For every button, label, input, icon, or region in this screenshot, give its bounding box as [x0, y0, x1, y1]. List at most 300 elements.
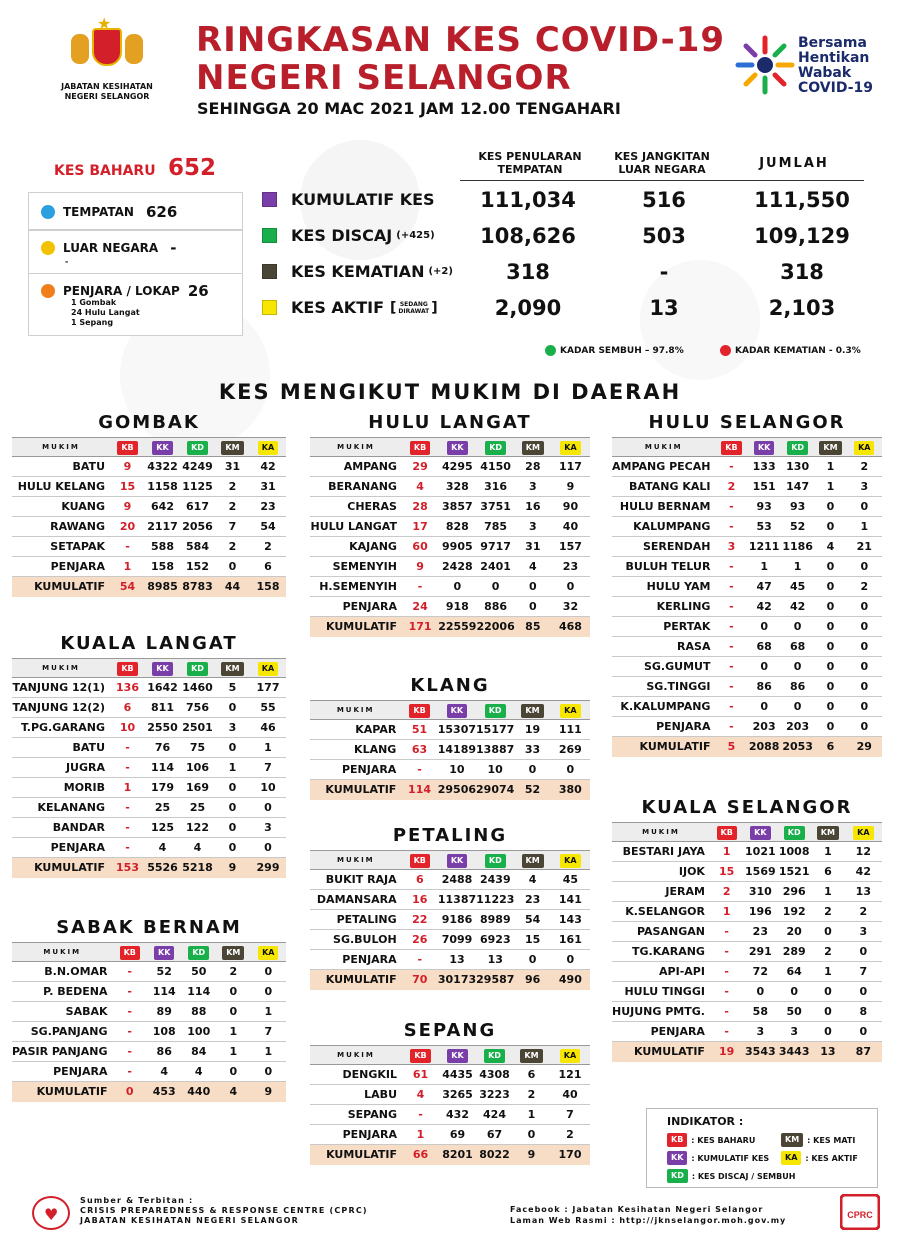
table-row	[310, 870, 590, 890]
kk-cell: 72	[743, 962, 777, 982]
table-row	[12, 678, 286, 698]
header-ka	[847, 438, 882, 457]
kd-cell: 0	[781, 697, 814, 717]
table-row	[310, 597, 590, 617]
ka-cell: 0	[845, 1022, 882, 1042]
ka-cell: 141	[551, 890, 590, 910]
district-table	[310, 850, 590, 990]
table-row	[612, 922, 882, 942]
kb-cell: 2	[710, 882, 743, 902]
kd-cell: 8022	[476, 1145, 513, 1165]
kd-cell: 584	[180, 537, 215, 557]
imported-dot-icon	[41, 241, 55, 255]
ka-cell: 117	[551, 457, 590, 477]
mukim-cell: KUMULATIF	[310, 617, 402, 637]
table-row	[310, 950, 590, 970]
summary-label-active: KES AKTIF [ SEDANG DIRAWAT ]	[262, 298, 438, 317]
total-row	[310, 970, 590, 990]
kd-cell: 4	[181, 1062, 216, 1082]
ka-cell: 1	[847, 517, 882, 537]
header-kk	[147, 943, 182, 962]
mukim-cell: API-API	[612, 962, 710, 982]
mukim-cell: BUKIT RAJA	[310, 870, 402, 890]
summary-label-discharged: KES DISCAJ (+425)	[262, 226, 435, 245]
ka-cell: 55	[250, 698, 286, 718]
campaign-line4: COVID-19	[798, 80, 874, 96]
kd-cell: 4150	[476, 457, 514, 477]
kd-cell: 0	[476, 577, 514, 597]
kb-cell: -	[710, 922, 743, 942]
mukim-cell: PENJARA	[12, 557, 110, 577]
district-klang	[310, 675, 590, 800]
table-row	[612, 962, 882, 982]
header-chip-kk: KK	[154, 946, 174, 960]
kd-cell: 3	[777, 1022, 811, 1042]
header-mukim: MUKIM	[12, 943, 113, 962]
cumulative-total: 111,550	[754, 188, 850, 212]
header-chip-km: KM	[522, 441, 544, 455]
table-header-row	[310, 851, 590, 870]
ka-cell: 13	[845, 882, 882, 902]
kk-cell: 0	[438, 577, 476, 597]
kb-cell: 15	[110, 477, 145, 497]
header-ka	[845, 823, 882, 842]
table-row	[612, 842, 882, 862]
mukim-cell: JERAM	[612, 882, 710, 902]
mukim-cell: TANJUNG 12(2)	[12, 698, 110, 718]
facebook-link[interactable]: Facebook : Jabatan Kesihatan Negeri Selangor	[510, 1205, 764, 1214]
ka-cell: 1	[251, 1002, 286, 1022]
prison-dot-icon	[41, 284, 55, 298]
total-row	[12, 1082, 286, 1102]
table-row	[612, 637, 882, 657]
kd-cell: 203	[781, 717, 814, 737]
kb-cell: 29	[402, 457, 438, 477]
km-cell: 0	[814, 557, 846, 577]
crest-icon: ★	[67, 18, 147, 80]
kk-cell: 196	[743, 902, 777, 922]
report-date: SEHINGGA 20 MAC 2021 JAM 12.00 TENGAHARI	[197, 99, 621, 118]
table-row	[310, 890, 590, 910]
ka-cell: 0	[251, 962, 286, 982]
ka-cell: 9	[251, 1082, 286, 1102]
header-chip-kb: KB	[410, 1049, 430, 1063]
table-row	[12, 477, 286, 497]
kk-cell: 4	[147, 1062, 182, 1082]
table-row	[612, 882, 882, 902]
km-cell: 2	[215, 537, 250, 557]
kd-cell: 1186	[781, 537, 814, 557]
mukim-cell: KALUMPANG	[612, 517, 715, 537]
ka-cell: 0	[251, 1062, 286, 1082]
kd-cell: 50	[777, 1002, 811, 1022]
prison-sub-sepang: 1 Sepang	[71, 318, 114, 327]
table-header-row	[310, 701, 590, 720]
kb-cell: -	[715, 597, 747, 617]
campaign-line2: Hentikan	[798, 50, 870, 66]
mukim-cell: HULU TINGGI	[612, 982, 710, 1002]
kb-cell: -	[715, 657, 747, 677]
kk-cell: 114	[145, 758, 180, 778]
table-row	[310, 1125, 590, 1145]
org-name-line2: NEGERI SELANGOR	[64, 92, 150, 101]
kb-cell: 28	[402, 497, 438, 517]
header-chip-kk: KK	[447, 704, 467, 718]
ka-cell: 40	[551, 517, 590, 537]
kb-cell: 153	[110, 858, 145, 878]
header-mukim: MUKIM	[12, 659, 110, 678]
table-row	[612, 982, 882, 1002]
kb-cell: 5	[715, 737, 747, 757]
ka-cell: 10	[250, 778, 286, 798]
kk-cell: 0	[743, 982, 777, 1002]
kb-cell: 1	[110, 778, 145, 798]
kd-cell: 5218	[180, 858, 215, 878]
kk-cell: 93	[747, 497, 780, 517]
header-kb	[402, 438, 438, 457]
kd-cell: 0	[781, 657, 814, 677]
kb-cell: -	[113, 1022, 147, 1042]
indicator-kk: KK : KUMULATIF KES	[667, 1151, 769, 1165]
header-kk	[743, 823, 777, 842]
km-cell: 0	[814, 517, 846, 537]
ka-cell: 54	[250, 517, 286, 537]
col-header-local: KES PENULARAN TEMPATAN	[478, 150, 582, 176]
ka-cell: 6	[250, 557, 286, 577]
kk-cell: 8201	[439, 1145, 476, 1165]
district-petaling	[310, 825, 590, 990]
table-row	[12, 818, 286, 838]
header-kd	[476, 1046, 513, 1065]
kk-cell: 15307	[438, 720, 476, 740]
km-cell: 15	[514, 930, 550, 950]
cumulative-imported: 516	[642, 188, 686, 212]
kk-cell: 10	[438, 760, 476, 780]
kd-cell: 6923	[476, 930, 514, 950]
ka-cell: 0	[847, 717, 882, 737]
ka-cell: 170	[550, 1145, 590, 1165]
kd-cell: 88	[181, 1002, 216, 1022]
header-kb	[401, 701, 437, 720]
kd-cell: 147	[781, 477, 814, 497]
ka-cell: 0	[847, 597, 882, 617]
kd-cell: 13887	[476, 740, 514, 760]
header-chip-ka: KA	[560, 441, 580, 455]
district-title: SEPANG	[403, 1020, 497, 1041]
mukim-cell: KUMULATIF	[612, 1042, 710, 1062]
header-kd	[180, 659, 215, 678]
km-cell: 31	[215, 457, 250, 477]
kd-cell: 440	[181, 1082, 216, 1102]
km-cell: 16	[515, 497, 551, 517]
header-chip-ka: KA	[560, 1049, 580, 1063]
mukim-cell: H.SEMENYIH	[310, 577, 402, 597]
kk-cell: 1158	[145, 477, 180, 497]
local-label: TEMPATAN	[63, 205, 134, 219]
district-title: KLANG	[410, 675, 490, 696]
ka-cell: 161	[551, 930, 590, 950]
header-chip-kk: KK	[447, 854, 467, 868]
total-row	[310, 1145, 590, 1165]
kb-cell: 9	[402, 557, 438, 577]
ka-cell: 3	[250, 818, 286, 838]
kd-cell: 67	[476, 1125, 513, 1145]
mukim-cell: HULU BERNAM	[612, 497, 715, 517]
active-total: 2,103	[768, 296, 836, 320]
table-row	[12, 457, 286, 477]
table-row	[612, 1002, 882, 1022]
header-kd	[476, 851, 514, 870]
header-chip-kk: KK	[750, 826, 770, 840]
table-row	[612, 902, 882, 922]
kk-cell: 151	[747, 477, 780, 497]
kb-cell: 1	[402, 1125, 439, 1145]
kb-cell: 51	[401, 720, 437, 740]
district-title: HULU SELANGOR	[648, 412, 846, 433]
kb-cell: 15	[710, 862, 743, 882]
ka-cell: 9	[551, 477, 590, 497]
km-cell: 1	[513, 1105, 550, 1125]
km-cell: 0	[514, 760, 550, 780]
summary-label-deaths: KES KEMATIAN (+2)	[262, 262, 453, 281]
km-cell: 6	[811, 862, 845, 882]
indicator-kd: KD : KES DISCAJ / SEMBUH	[667, 1169, 795, 1183]
kk-cell: 642	[145, 497, 180, 517]
header-km	[814, 438, 846, 457]
kb-cell: 26	[402, 930, 438, 950]
header-mukim: MUKIM	[612, 823, 710, 842]
mukim-cell: JUGRA	[12, 758, 110, 778]
header-mukim: MUKIM	[310, 851, 402, 870]
header-chip-ka: KA	[560, 854, 580, 868]
ka-cell: 7	[845, 962, 882, 982]
indicator-legend	[646, 1108, 878, 1188]
kk-cell: 4435	[439, 1065, 476, 1085]
kk-cell: 8985	[145, 577, 180, 597]
kd-cell: 2056	[180, 517, 215, 537]
mukim-cell: PENJARA	[12, 838, 110, 858]
km-cell: 0	[514, 950, 550, 970]
kd-cell: 192	[777, 902, 811, 922]
ka-cell: 21	[847, 537, 882, 557]
district-kuala-selangor	[612, 797, 882, 1062]
kk-cell: 52	[147, 962, 182, 982]
mukim-cell: PERTAK	[612, 617, 715, 637]
header-kb	[113, 943, 147, 962]
header-ka	[250, 659, 286, 678]
kk-cell: 11387	[438, 890, 476, 910]
km-cell: 85	[515, 617, 551, 637]
km-cell: 1	[811, 962, 845, 982]
kb-cell: 114	[401, 780, 437, 800]
ka-cell: 2	[845, 902, 882, 922]
website-link[interactable]: Laman Web Rasmi : http://jknselangor.moh.gov.my	[510, 1216, 787, 1225]
kk-cell: 2117	[145, 517, 180, 537]
section-title: KES MENGIKUT MUKIM DI DAERAH	[218, 380, 682, 404]
kb-cell: -	[110, 537, 145, 557]
footer-links	[510, 1204, 786, 1226]
mukim-cell: TANJUNG 12(1)	[12, 678, 110, 698]
ka-cell: 0	[250, 798, 286, 818]
ka-cell: 42	[250, 457, 286, 477]
ka-cell: 31	[250, 477, 286, 497]
table-row	[612, 942, 882, 962]
header-chip-kb: KB	[410, 441, 430, 455]
kb-cell: -	[710, 942, 743, 962]
mukim-cell: SETAPAK	[12, 537, 110, 557]
ka-cell: 32	[551, 597, 590, 617]
ka-cell: 0	[847, 697, 882, 717]
table-row	[12, 738, 286, 758]
footer-source: Sumber & Terbitan : CRISIS PREPAREDNESS & RESPONSE CENTRE (CPRC) JABATAN KESIHATAN NEGERI SELANGOR	[80, 1196, 368, 1225]
table-row	[612, 497, 882, 517]
kb-cell: -	[402, 950, 438, 970]
active-square-icon	[262, 300, 277, 315]
kk-cell: 125	[145, 818, 180, 838]
kd-cell: 13	[476, 950, 514, 970]
header-chip-kb: KB	[117, 662, 137, 676]
ka-cell: 0	[845, 982, 882, 1002]
km-cell: 6	[814, 737, 846, 757]
kb-cell: -	[113, 1062, 147, 1082]
kd-cell: 8989	[476, 910, 514, 930]
kk-cell: 2088	[747, 737, 780, 757]
ka-cell: 40	[550, 1085, 590, 1105]
kd-cell: 100	[181, 1022, 216, 1042]
header-mukim: MUKIM	[310, 438, 402, 457]
table-row	[310, 1065, 590, 1085]
header-chip-kk: KK	[447, 441, 467, 455]
header-chip-ka: KA	[560, 704, 580, 718]
kd-cell: 15177	[476, 720, 514, 740]
kd-cell: 1008	[777, 842, 811, 862]
kb-cell: -	[715, 637, 747, 657]
km-cell: 1	[215, 758, 250, 778]
kk-cell: 0	[747, 657, 780, 677]
header-chip-km: KM	[521, 704, 543, 718]
kb-cell: -	[710, 982, 743, 1002]
kk-cell: 68	[747, 637, 780, 657]
kb-cell: -	[110, 818, 145, 838]
kd-cell: 4	[180, 838, 215, 858]
kb-cell: 2	[715, 477, 747, 497]
header-mukim: MUKIM	[612, 438, 715, 457]
kb-cell: -	[715, 617, 747, 637]
ka-cell: 7	[250, 758, 286, 778]
table-row	[612, 477, 882, 497]
header-ka	[550, 1046, 590, 1065]
km-cell: 1	[814, 477, 846, 497]
mukim-cell: SEPANG	[310, 1105, 402, 1125]
active-imported: 13	[649, 296, 679, 320]
kb-cell: -	[715, 677, 747, 697]
kb-cell: 17	[402, 517, 438, 537]
mukim-cell: AMPANG PECAH	[612, 457, 715, 477]
table-header-row	[12, 438, 286, 457]
mukim-cell: PENJARA	[310, 1125, 402, 1145]
mukim-cell: KUMULATIF	[612, 737, 715, 757]
kd-cell: 130	[781, 457, 814, 477]
kd-cell: 4308	[476, 1065, 513, 1085]
km-cell: 3	[515, 477, 551, 497]
kb-cell: -	[715, 557, 747, 577]
km-cell: 4	[216, 1082, 251, 1102]
prison-label: PENJARA / LOKAP	[63, 284, 180, 298]
kd-cell: 2401	[476, 557, 514, 577]
table-row	[12, 1062, 286, 1082]
header-chip-kk: KK	[152, 662, 172, 676]
table-row	[612, 557, 882, 577]
header-chip-kb: KB	[410, 854, 430, 868]
kd-cell: 52	[781, 517, 814, 537]
campaign-burst-icon	[734, 34, 796, 96]
cumulative-local: 111,034	[480, 188, 576, 212]
header-chip-kd: KD	[485, 441, 506, 455]
km-cell: 0	[814, 677, 846, 697]
ka-cell: 3	[845, 922, 882, 942]
page-title-line2: NEGERI SELANGOR	[196, 58, 572, 98]
kb-cell: 136	[110, 678, 145, 698]
kd-cell: 22006	[476, 617, 514, 637]
kd-cell: 29587	[476, 970, 514, 990]
ka-cell: 2	[250, 537, 286, 557]
km-cell: 0	[215, 698, 250, 718]
ka-cell: 0	[847, 617, 882, 637]
kb-cell: 1	[110, 557, 145, 577]
kk-cell: 14189	[438, 740, 476, 760]
table-header-row	[612, 438, 882, 457]
header-km	[513, 1046, 550, 1065]
km-cell: 0	[215, 818, 250, 838]
kk-cell: 328	[438, 477, 476, 497]
kb-cell: -	[710, 1002, 743, 1022]
mukim-cell: SG.TINGGI	[612, 677, 715, 697]
mukim-cell: KAPAR	[310, 720, 401, 740]
kb-cell: 63	[401, 740, 437, 760]
kk-cell: 3543	[743, 1042, 777, 1062]
table-header-row	[310, 1046, 590, 1065]
table-header-row	[612, 823, 882, 842]
header-kd	[777, 823, 811, 842]
mukim-cell: BATU	[12, 457, 110, 477]
kd-cell: 169	[180, 778, 215, 798]
ka-cell: 7	[251, 1022, 286, 1042]
table-row	[612, 862, 882, 882]
km-cell: 0	[811, 982, 845, 1002]
header-chip-km: KM	[817, 826, 839, 840]
mukim-cell: PENJARA	[310, 760, 401, 780]
local-cases-box	[28, 192, 243, 230]
discharged-square-icon	[262, 228, 277, 243]
km-cell: 0	[814, 597, 846, 617]
header-kb	[715, 438, 747, 457]
header-chip-ka: KA	[853, 826, 873, 840]
kb-cell: -	[715, 457, 747, 477]
ka-cell: 158	[250, 577, 286, 597]
kk-cell: 310	[743, 882, 777, 902]
header-ka	[251, 943, 286, 962]
kk-cell: 828	[438, 517, 476, 537]
km-cell: 0	[814, 697, 846, 717]
mukim-cell: KUMULATIF	[310, 780, 401, 800]
mukim-cell: K.KALUMPANG	[612, 697, 715, 717]
header-km	[515, 438, 551, 457]
ka-cell: 490	[551, 970, 590, 990]
local-value: 626	[145, 203, 178, 221]
ka-cell: 0	[551, 760, 590, 780]
table-row	[310, 740, 590, 760]
kd-cell: 10	[476, 760, 514, 780]
